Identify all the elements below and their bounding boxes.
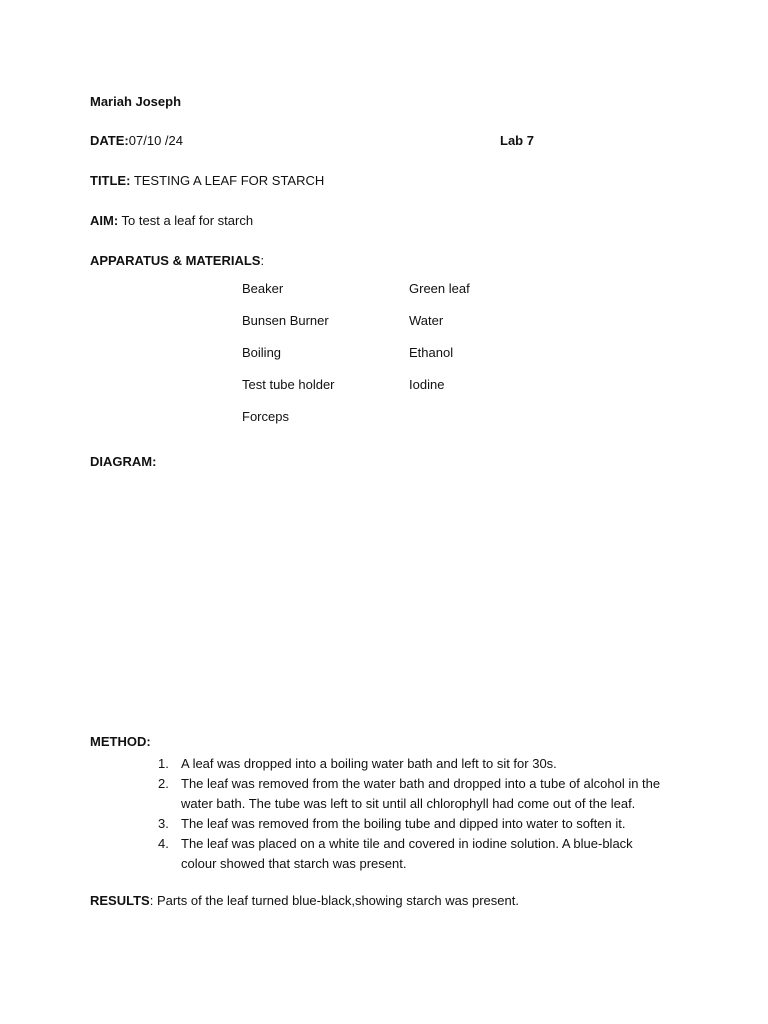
title-line <box>90 173 324 189</box>
diagram-heading: DIAGRAM: <box>90 454 157 469</box>
material-item: Boiling <box>242 345 282 360</box>
step-text: The leaf was removed from the water bath and dropped into a tube of alcohol in the water bath. The tube was left to sit until all chlorophyll had come out of the leaf. <box>181 776 661 811</box>
aim-line <box>90 213 253 229</box>
apparatus-heading <box>90 253 264 269</box>
step-number: 3. <box>158 816 169 831</box>
apparatus-colon: : <box>260 253 265 268</box>
material-item: Iodine <box>409 377 445 392</box>
title-label: TITLE: <box>90 173 131 188</box>
step-number: 1. <box>158 756 169 771</box>
title-value: TESTING A LEAF FOR STARCH <box>130 173 325 188</box>
date-line <box>90 133 183 149</box>
material-item: Water <box>409 313 444 328</box>
results-label: RESULTS <box>90 893 150 908</box>
material-item: Green leaf <box>409 281 470 296</box>
date-label: DATE: <box>90 133 129 148</box>
method-step <box>90 754 671 774</box>
date-value: 07/10 /24 <box>128 133 183 148</box>
results-line <box>90 893 519 909</box>
results-value: : Parts of the leaf turned blue-black,showing starch was present. <box>149 893 519 908</box>
method-list <box>90 754 690 874</box>
lab-number: Lab 7 <box>500 133 534 148</box>
student-name: Mariah Joseph <box>90 94 182 109</box>
material-item: Forceps <box>242 409 289 424</box>
aim-label: AIM: <box>90 213 119 228</box>
material-item: Ethanol <box>409 345 454 360</box>
material-item: Test tube holder <box>242 377 335 392</box>
aim-value: To test a leaf for starch <box>118 213 254 228</box>
diagram-area <box>90 480 670 720</box>
material-item: Beaker <box>242 281 284 296</box>
material-item: Bunsen Burner <box>242 313 329 328</box>
step-text: The leaf was removed from the boiling tube and dipped into water to soften it. <box>181 816 626 831</box>
step-text: A leaf was dropped into a boiling water bath and left to sit for 30s. <box>181 756 557 771</box>
method-step <box>90 774 671 814</box>
method-step <box>90 814 671 834</box>
apparatus-label: APPARATUS & MATERIALS <box>90 253 261 268</box>
method-step <box>90 834 671 874</box>
step-number: 2. <box>158 776 169 791</box>
step-text: The leaf was placed on a white tile and covered in iodine solution. A blue-black colour showed that starch was present. <box>181 836 633 871</box>
step-number: 4. <box>158 836 169 851</box>
method-heading: METHOD: <box>90 734 151 749</box>
